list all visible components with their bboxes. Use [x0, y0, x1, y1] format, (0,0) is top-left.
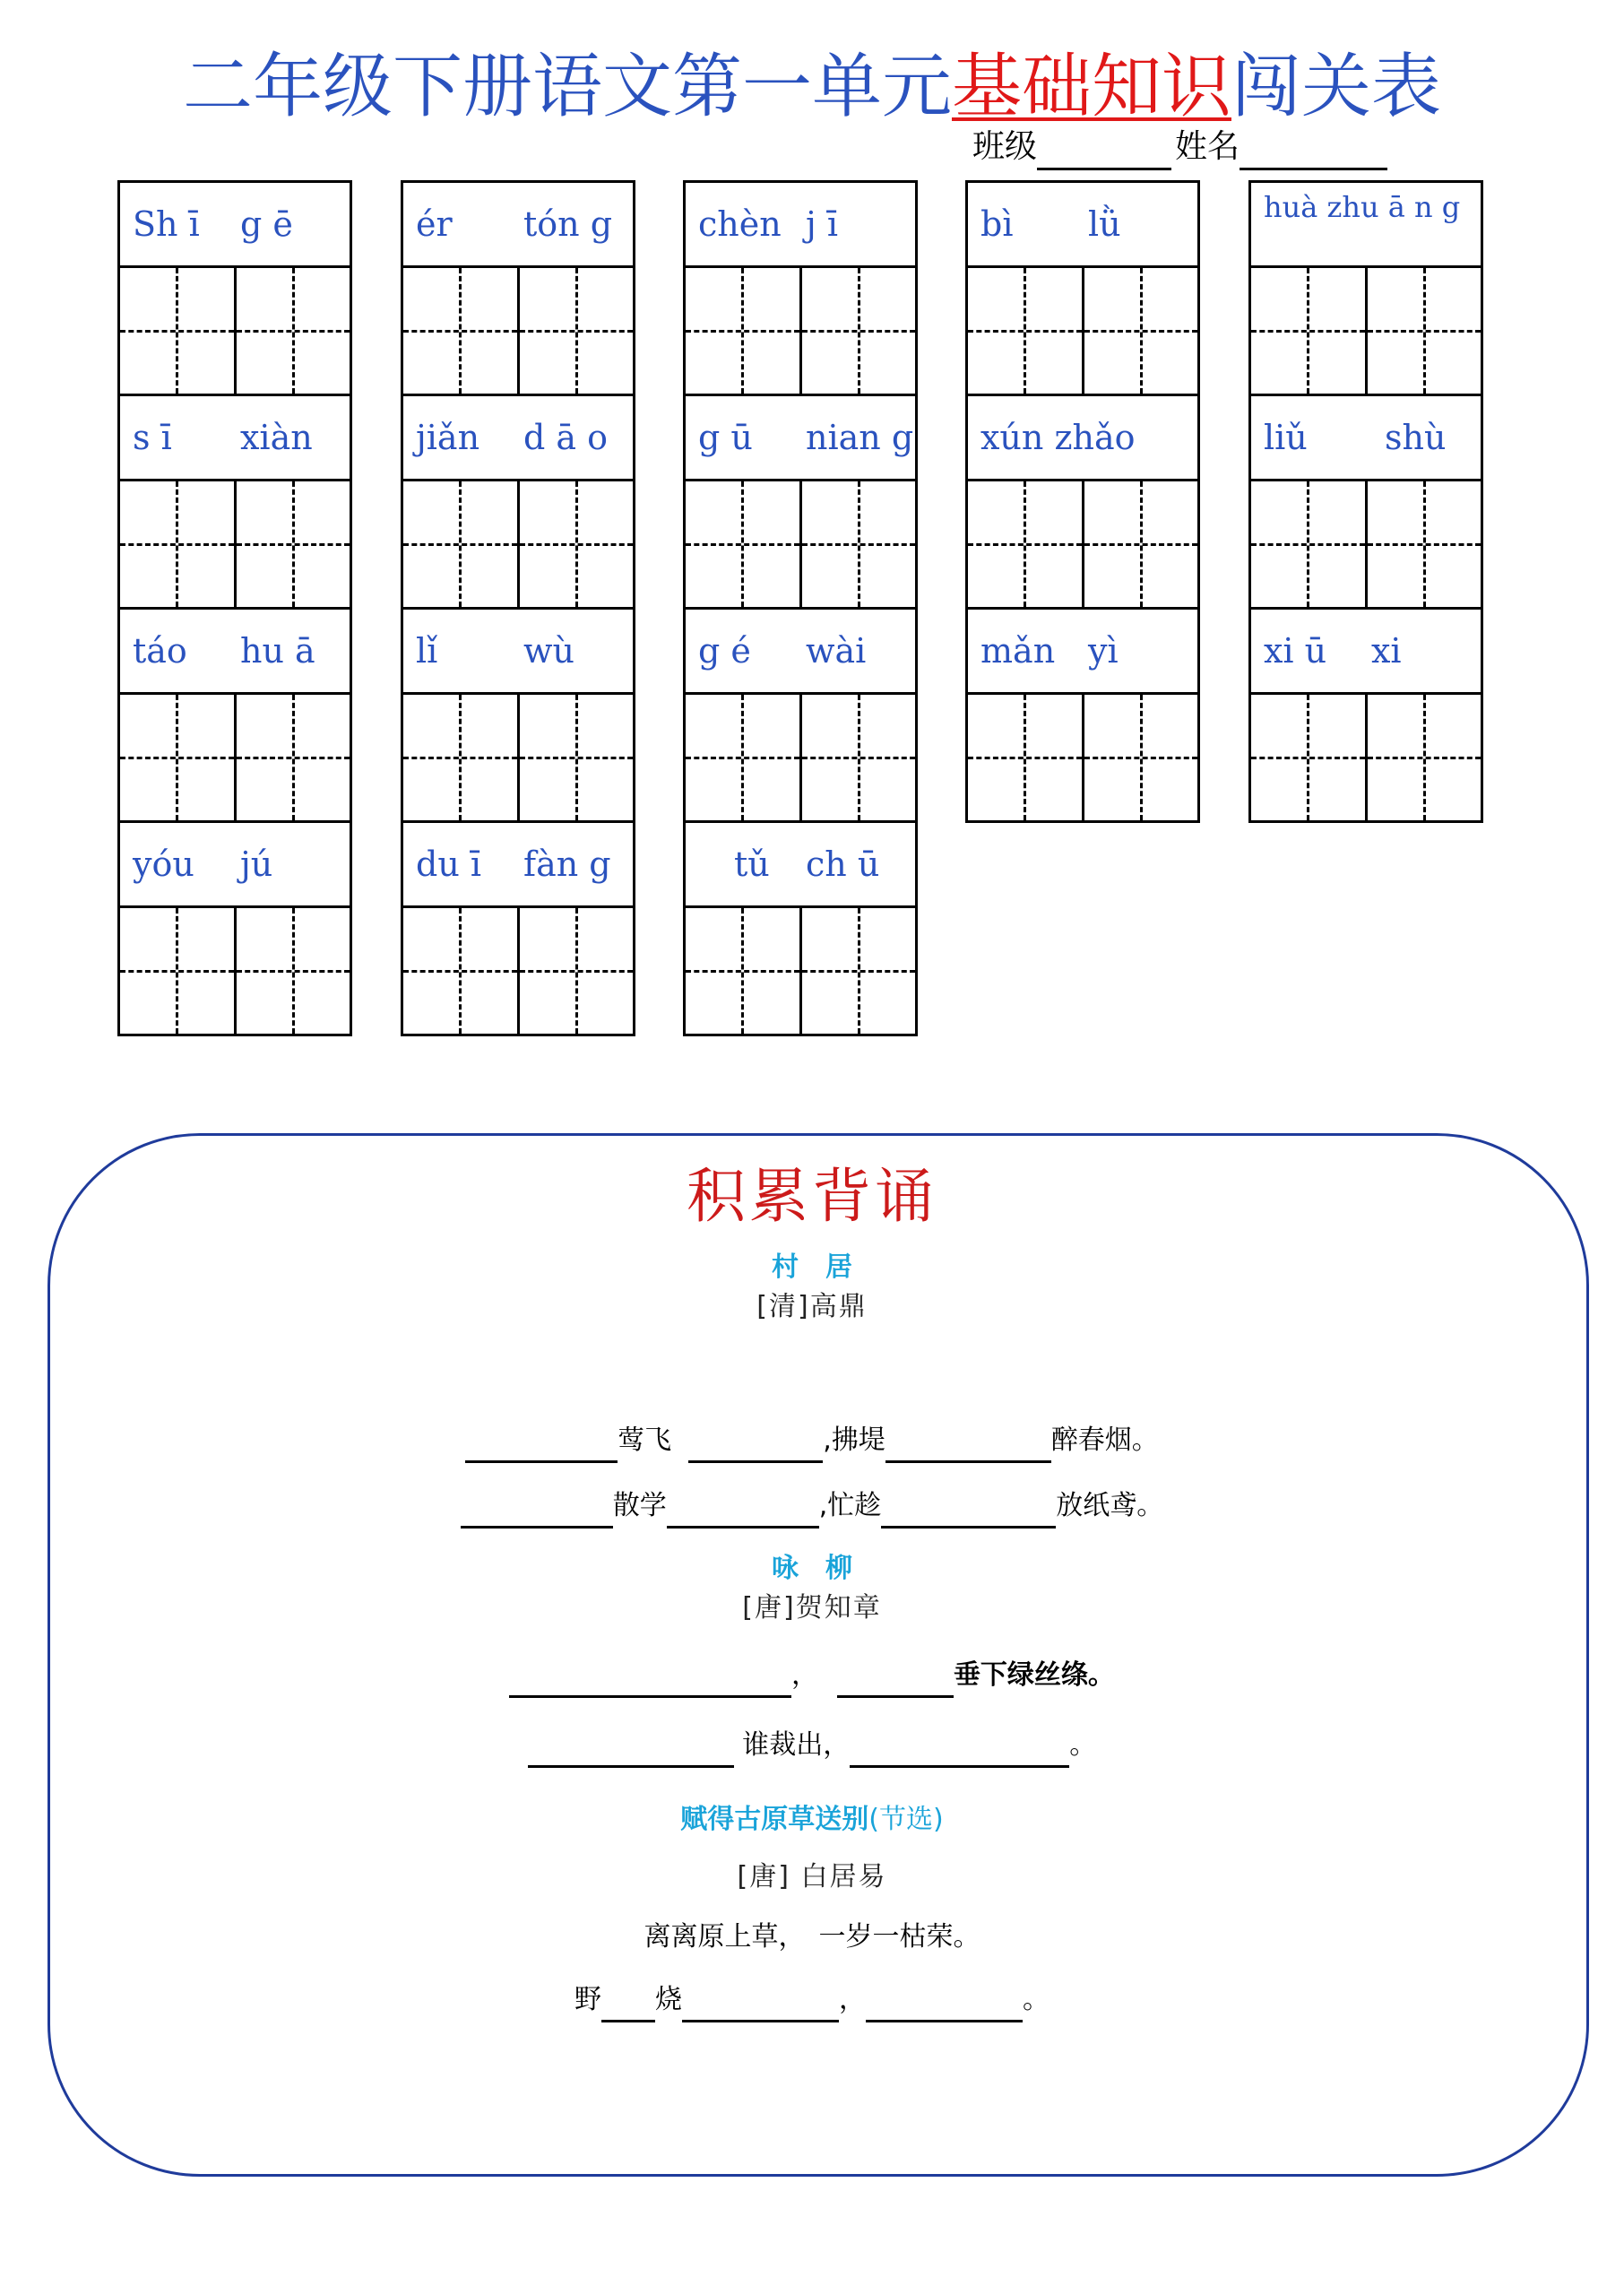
tianzige-box[interactable] [1082, 268, 1198, 394]
word-item [968, 396, 1197, 610]
word-item [403, 823, 633, 1034]
poem2-line2: 谁裁出， 。 [0, 1723, 1624, 1768]
pinyin-label: táo hu ā [120, 610, 350, 695]
pinyin-label: s ī xiàn [120, 396, 350, 481]
tianzige-box[interactable] [1082, 695, 1198, 820]
tianzige-box[interactable] [403, 695, 517, 820]
tianzige-box[interactable] [799, 481, 916, 607]
pinyin-label: huà zhu ā n g [1251, 183, 1481, 268]
pinyin-column-1 [117, 180, 352, 1036]
tianzige-box[interactable] [686, 908, 799, 1034]
tianzige-box[interactable] [234, 481, 350, 607]
tianzige-box[interactable] [686, 268, 799, 394]
page-title [0, 38, 1624, 136]
pinyin-label: g ū nian g [686, 396, 915, 481]
word-item [120, 823, 350, 1034]
answer-blank[interactable] [461, 1494, 613, 1529]
tianzige-box[interactable] [234, 908, 350, 1034]
pinyin-label: du ī fàn g [403, 823, 633, 908]
poem3-line1: 离离原上草， 一岁一枯荣。 [644, 1921, 980, 1953]
tianzige-box[interactable] [120, 695, 234, 820]
tianzige-box[interactable] [120, 908, 234, 1034]
pinyin-label: g é wài [686, 610, 915, 695]
word-item [1251, 183, 1481, 396]
tianzige-box[interactable] [799, 695, 916, 820]
tianzige-box[interactable] [968, 268, 1082, 394]
pinyin-column-3 [683, 180, 918, 1036]
student-info [972, 124, 1387, 170]
word-item [403, 610, 633, 823]
tianzige-box[interactable] [1365, 481, 1481, 607]
title-text-end: 闯关表 [1231, 47, 1442, 127]
pinyin-label: Sh ī g ē [120, 183, 350, 268]
class-blank[interactable] [1037, 132, 1171, 170]
pinyin-label: mǎn yì [968, 610, 1197, 695]
answer-blank[interactable] [866, 1988, 1023, 2022]
pinyin-label: jiǎn d ā o [403, 396, 633, 481]
pinyin-label: liǔ shù [1251, 396, 1481, 481]
poem1-line2: 散学 ,忙趁 放纸鸢。 [0, 1484, 1624, 1529]
answer-blank[interactable] [667, 1494, 819, 1529]
word-item [120, 396, 350, 610]
tianzige-box[interactable] [968, 695, 1082, 820]
tianzige-box[interactable] [517, 908, 634, 1034]
pinyin-column-4 [965, 180, 1200, 823]
poem1-title: 村 居 [772, 1251, 852, 1283]
section-title: 积累背诵 [687, 1162, 937, 1231]
pinyin-column-2 [401, 180, 635, 1036]
word-item [403, 396, 633, 610]
poem2-title: 咏 柳 [772, 1553, 852, 1584]
answer-blank[interactable] [688, 1428, 823, 1463]
tianzige-box[interactable] [686, 481, 799, 607]
answer-blank[interactable] [528, 1733, 734, 1768]
word-item [1251, 396, 1481, 610]
poem3-author: [唐] 白居易 [737, 1861, 887, 1892]
poem2-line1: ， 垂下绿丝绦。 [0, 1653, 1624, 1698]
tianzige-box[interactable] [120, 268, 234, 394]
answer-blank[interactable] [601, 1988, 655, 2022]
pinyin-label: xi ū xi [1251, 610, 1481, 695]
tianzige-box[interactable] [799, 908, 916, 1034]
pinyin-column-5 [1248, 180, 1483, 823]
pinyin-label: xún zhǎo [968, 396, 1197, 481]
poem3-line2: 野 烧 ， 。 [0, 1978, 1624, 2022]
tianzige-box[interactable] [799, 268, 916, 394]
word-item [120, 183, 350, 396]
pinyin-label: bì lǜ [968, 183, 1197, 268]
word-item [968, 610, 1197, 820]
poem3-title: 赋得古原草送别(节选) [680, 1804, 944, 1835]
title-highlight: 基础知识 [951, 47, 1231, 127]
tianzige-box[interactable] [1251, 481, 1365, 607]
word-item [686, 610, 915, 823]
pinyin-label: yóu jú [120, 823, 350, 908]
poem1-author: [清]高鼎 [756, 1291, 868, 1322]
answer-blank[interactable] [850, 1733, 1069, 1768]
tianzige-box[interactable] [968, 481, 1082, 607]
answer-blank[interactable] [682, 1988, 839, 2022]
answer-blank[interactable] [465, 1428, 618, 1463]
tianzige-box[interactable] [517, 481, 634, 607]
tianzige-box[interactable] [403, 908, 517, 1034]
tianzige-box[interactable] [403, 481, 517, 607]
name-label: 姓名 [1175, 128, 1240, 165]
tianzige-box[interactable] [517, 695, 634, 820]
answer-blank[interactable] [509, 1663, 791, 1698]
word-item [968, 183, 1197, 396]
word-item [120, 610, 350, 823]
poem1-line1: 莺飞 ,拂堤 醉春烟。 [0, 1418, 1624, 1463]
tianzige-box[interactable] [120, 481, 234, 607]
tianzige-box[interactable] [403, 268, 517, 394]
pinyin-label: lǐ wù [403, 610, 633, 695]
pinyin-label: tǔ ch ū [686, 823, 915, 908]
name-blank[interactable] [1240, 132, 1387, 170]
tianzige-box[interactable] [234, 268, 350, 394]
pinyin-label: chèn j ī [686, 183, 915, 268]
pinyin-label: ér tón g [403, 183, 633, 268]
class-label: 班级 [972, 128, 1038, 165]
tianzige-box[interactable] [1082, 481, 1198, 607]
word-item [686, 823, 915, 1034]
word-item [686, 396, 915, 610]
tianzige-box[interactable] [234, 695, 350, 820]
answer-blank[interactable] [837, 1663, 954, 1698]
tianzige-box[interactable] [1251, 695, 1365, 820]
word-item [1251, 610, 1481, 820]
title-text: 二年级下册语文第一单元 [182, 47, 952, 127]
tianzige-box[interactable] [1365, 695, 1481, 820]
answer-blank[interactable] [885, 1428, 1051, 1463]
tianzige-box[interactable] [1365, 268, 1481, 394]
tianzige-box[interactable] [1251, 268, 1365, 394]
word-item [403, 183, 633, 396]
tianzige-box[interactable] [686, 695, 799, 820]
answer-blank[interactable] [881, 1494, 1056, 1529]
word-item [686, 183, 915, 396]
tianzige-box[interactable] [517, 268, 634, 394]
poem2-author: [唐]贺知章 [742, 1592, 882, 1624]
